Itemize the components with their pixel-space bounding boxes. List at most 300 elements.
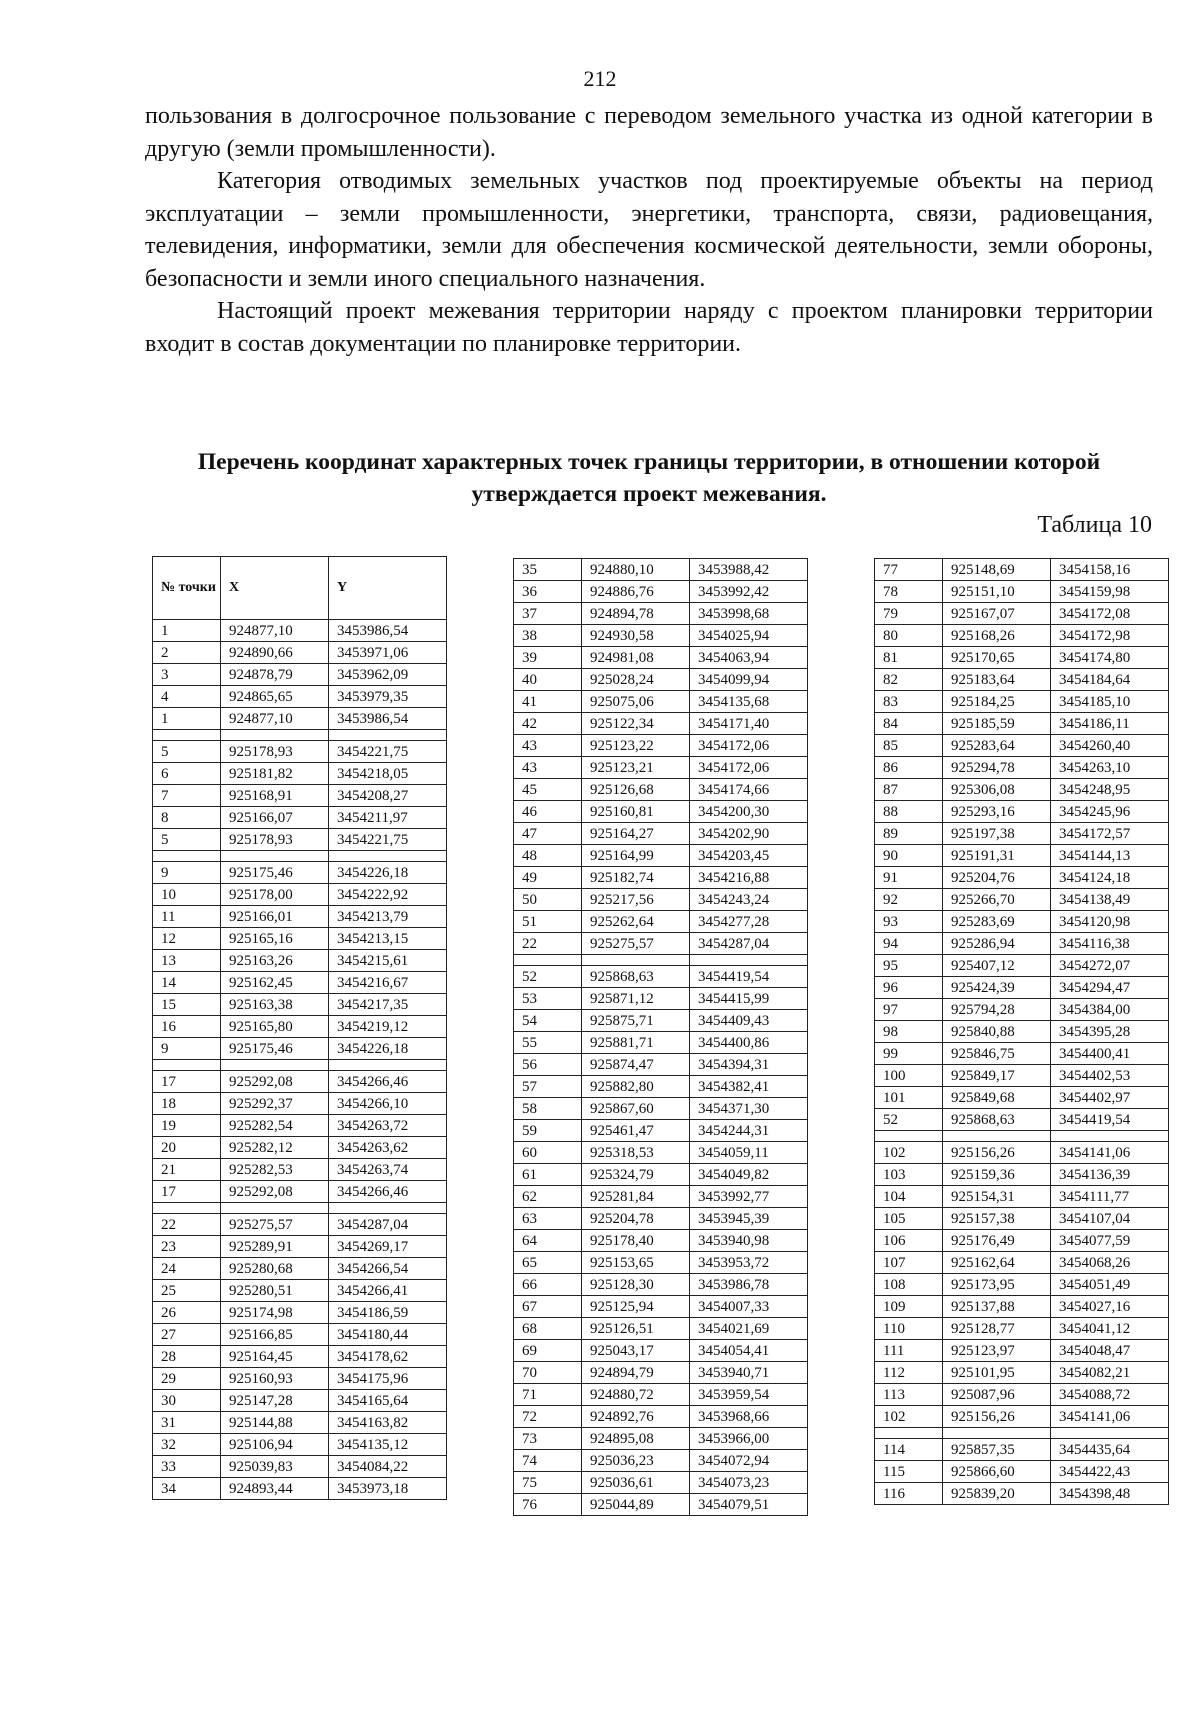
table-row	[514, 889, 808, 911]
header-x: X	[221, 557, 329, 620]
cell-y: 3454409,43	[690, 1010, 808, 1032]
cell-y	[329, 851, 447, 862]
cell-x	[943, 1131, 1051, 1142]
cell-point-number: 9	[153, 1038, 221, 1060]
table-row	[875, 1186, 1169, 1208]
cell-x: 925164,45	[221, 1346, 329, 1368]
cell-x: 924930,58	[582, 625, 690, 647]
cell-x: 925156,26	[943, 1142, 1051, 1164]
cell-point-number: 77	[875, 559, 943, 581]
cell-point-number: 2	[153, 642, 221, 664]
cell-point-number: 85	[875, 735, 943, 757]
table-row	[875, 1142, 1169, 1164]
cell-x: 925867,60	[582, 1098, 690, 1120]
cell-y: 3454116,38	[1051, 933, 1169, 955]
cell-x: 925283,69	[943, 911, 1051, 933]
cell-point-number	[514, 955, 582, 966]
cell-point-number: 97	[875, 999, 943, 1021]
cell-x: 925168,91	[221, 785, 329, 807]
table-row	[875, 867, 1169, 889]
cell-y: 3454172,08	[1051, 603, 1169, 625]
cell-x: 924890,66	[221, 642, 329, 664]
table-row	[514, 1428, 808, 1450]
cell-y: 3453971,06	[329, 642, 447, 664]
cell-point-number: 102	[875, 1142, 943, 1164]
cell-y: 3454266,54	[329, 1258, 447, 1280]
coordinates-table-2	[513, 558, 808, 1516]
coordinates-table-3	[874, 558, 1169, 1505]
cell-point-number: 71	[514, 1384, 582, 1406]
table-row	[875, 1252, 1169, 1274]
cell-x: 925087,96	[943, 1384, 1051, 1406]
cell-point-number: 19	[153, 1115, 221, 1137]
cell-point-number: 20	[153, 1137, 221, 1159]
cell-x: 925178,93	[221, 741, 329, 763]
cell-point-number: 83	[875, 691, 943, 713]
cell-y: 3454217,35	[329, 994, 447, 1016]
cell-y: 3454174,66	[690, 779, 808, 801]
table-row	[514, 735, 808, 757]
cell-x: 925182,74	[582, 867, 690, 889]
cell-point-number: 68	[514, 1318, 582, 1340]
cell-point-number: 76	[514, 1494, 582, 1516]
table-row	[153, 906, 447, 928]
cell-y	[690, 955, 808, 966]
cell-x: 925101,95	[943, 1362, 1051, 1384]
table-row	[514, 625, 808, 647]
cell-x: 925204,76	[943, 867, 1051, 889]
cell-y: 3453940,98	[690, 1230, 808, 1252]
table-row	[514, 581, 808, 603]
cell-point-number: 30	[153, 1390, 221, 1412]
table-row	[875, 735, 1169, 757]
cell-x: 925266,70	[943, 889, 1051, 911]
cell-x: 925126,51	[582, 1318, 690, 1340]
cell-x: 925178,40	[582, 1230, 690, 1252]
cell-point-number: 38	[514, 625, 582, 647]
cell-y: 3454226,18	[329, 1038, 447, 1060]
cell-y: 3453992,42	[690, 581, 808, 603]
cell-y: 3454172,98	[1051, 625, 1169, 647]
table-row	[153, 994, 447, 1016]
table-row	[514, 691, 808, 713]
table-row	[514, 1296, 808, 1318]
cell-x: 925036,61	[582, 1472, 690, 1494]
cell-point-number: 70	[514, 1362, 582, 1384]
cell-x: 925137,88	[943, 1296, 1051, 1318]
cell-y: 3454185,10	[1051, 691, 1169, 713]
cell-x: 925164,99	[582, 845, 690, 867]
cell-x: 925122,34	[582, 713, 690, 735]
cell-point-number: 17	[153, 1181, 221, 1203]
cell-y: 3454073,23	[690, 1472, 808, 1494]
table-row	[514, 1494, 808, 1516]
table-row	[153, 741, 447, 763]
cell-x: 925123,22	[582, 735, 690, 757]
cell-point-number: 42	[514, 713, 582, 735]
cell-x: 924895,08	[582, 1428, 690, 1450]
cell-point-number: 112	[875, 1362, 943, 1384]
cell-y: 3454063,94	[690, 647, 808, 669]
header-point-number: № точки	[153, 557, 221, 620]
table-row	[875, 1384, 1169, 1406]
cell-x: 925293,16	[943, 801, 1051, 823]
cell-point-number: 102	[875, 1406, 943, 1428]
table-header-row	[153, 557, 447, 620]
table-row	[153, 851, 447, 862]
cell-y: 3454027,16	[1051, 1296, 1169, 1318]
cell-point-number: 43	[514, 735, 582, 757]
cell-y: 3454222,92	[329, 884, 447, 906]
table-row	[153, 1181, 447, 1203]
cell-x: 925407,12	[943, 955, 1051, 977]
table-row	[875, 757, 1169, 779]
cell-x: 925178,93	[221, 829, 329, 851]
cell-x: 925147,28	[221, 1390, 329, 1412]
cell-point-number: 106	[875, 1230, 943, 1252]
table-row	[514, 867, 808, 889]
cell-point-number: 29	[153, 1368, 221, 1390]
cell-x: 925280,68	[221, 1258, 329, 1280]
cell-y: 3453962,09	[329, 664, 447, 686]
cell-x: 925874,47	[582, 1054, 690, 1076]
cell-point-number: 99	[875, 1043, 943, 1065]
cell-y: 3454068,26	[1051, 1252, 1169, 1274]
cell-y: 3454215,61	[329, 950, 447, 972]
cell-point-number: 47	[514, 823, 582, 845]
cell-x: 925170,65	[943, 647, 1051, 669]
cell-y: 3454172,06	[690, 735, 808, 757]
table-row	[153, 686, 447, 708]
cell-y: 3454088,72	[1051, 1384, 1169, 1406]
cell-point-number: 54	[514, 1010, 582, 1032]
cell-x: 925165,16	[221, 928, 329, 950]
cell-point-number: 93	[875, 911, 943, 933]
cell-x: 925128,30	[582, 1274, 690, 1296]
cell-x: 925044,89	[582, 1494, 690, 1516]
table-row	[153, 1412, 447, 1434]
cell-x: 925282,53	[221, 1159, 329, 1181]
cell-point-number: 51	[514, 911, 582, 933]
cell-x	[221, 730, 329, 741]
table-row	[153, 1346, 447, 1368]
cell-y: 3454221,75	[329, 829, 447, 851]
cell-x: 924894,79	[582, 1362, 690, 1384]
cell-x: 925036,23	[582, 1450, 690, 1472]
cell-point-number: 22	[514, 933, 582, 955]
cell-point-number: 18	[153, 1093, 221, 1115]
table-row	[153, 642, 447, 664]
cell-point-number: 74	[514, 1450, 582, 1472]
cell-x: 925275,57	[221, 1214, 329, 1236]
cell-point-number: 111	[875, 1340, 943, 1362]
table-row	[875, 911, 1169, 933]
cell-x: 925163,26	[221, 950, 329, 972]
cell-y: 3454158,16	[1051, 559, 1169, 581]
cell-point-number: 61	[514, 1164, 582, 1186]
cell-y: 3453998,68	[690, 603, 808, 625]
paragraph-1: пользования в долгосрочное пользование с переводом земельного участка из одной категории в другую (земли промышленности).	[145, 103, 1153, 162]
table-row	[514, 713, 808, 735]
table-row	[875, 977, 1169, 999]
table-row	[514, 801, 808, 823]
table-row	[514, 1208, 808, 1230]
table-row	[153, 1093, 447, 1115]
table-row	[153, 664, 447, 686]
cell-point-number: 36	[514, 581, 582, 603]
table-row	[875, 603, 1169, 625]
cell-point-number: 94	[875, 933, 943, 955]
cell-y: 3454245,96	[1051, 801, 1169, 823]
table-row	[514, 1098, 808, 1120]
cell-y: 3453973,18	[329, 1478, 447, 1500]
cell-y: 3454287,04	[329, 1214, 447, 1236]
cell-point-number: 33	[153, 1456, 221, 1478]
cell-y: 3453986,78	[690, 1274, 808, 1296]
table-row	[875, 1021, 1169, 1043]
cell-y: 3454159,98	[1051, 581, 1169, 603]
table-row	[875, 691, 1169, 713]
table-row	[153, 1302, 447, 1324]
table-row	[875, 1439, 1169, 1461]
cell-x: 924880,72	[582, 1384, 690, 1406]
cell-point-number: 35	[514, 559, 582, 581]
cell-y: 3454175,96	[329, 1368, 447, 1390]
cell-point-number: 88	[875, 801, 943, 823]
cell-x: 925153,65	[582, 1252, 690, 1274]
table-row	[875, 779, 1169, 801]
table-row	[514, 988, 808, 1010]
cell-point-number: 63	[514, 1208, 582, 1230]
cell-point-number: 12	[153, 928, 221, 950]
cell-x: 925154,31	[943, 1186, 1051, 1208]
cell-y: 3454243,24	[690, 889, 808, 911]
table-row	[153, 620, 447, 642]
table-row	[875, 889, 1169, 911]
table-caption: Таблица 10	[1037, 512, 1152, 538]
cell-point-number: 75	[514, 1472, 582, 1494]
cell-point-number: 55	[514, 1032, 582, 1054]
table-row	[514, 1230, 808, 1252]
table-row	[514, 933, 808, 955]
cell-x: 925868,63	[582, 966, 690, 988]
cell-x: 924877,10	[221, 620, 329, 642]
table-row	[875, 1274, 1169, 1296]
cell-x: 925292,08	[221, 1181, 329, 1203]
cell-x: 925275,57	[582, 933, 690, 955]
cell-x: 925166,01	[221, 906, 329, 928]
cell-y: 3454216,88	[690, 867, 808, 889]
cell-x: 925286,94	[943, 933, 1051, 955]
cell-y: 3454400,41	[1051, 1043, 1169, 1065]
cell-y: 3454213,79	[329, 906, 447, 928]
table-row	[875, 1087, 1169, 1109]
cell-x: 924886,76	[582, 581, 690, 603]
table-row	[514, 1406, 808, 1428]
cell-point-number: 39	[514, 647, 582, 669]
cell-point-number: 14	[153, 972, 221, 994]
cell-y: 3454208,27	[329, 785, 447, 807]
table-row	[153, 763, 447, 785]
cell-y: 3454263,72	[329, 1115, 447, 1137]
cell-point-number	[153, 851, 221, 862]
cell-point-number: 25	[153, 1280, 221, 1302]
table-row	[514, 1010, 808, 1032]
cell-y: 3454211,97	[329, 807, 447, 829]
table-row	[153, 1390, 447, 1412]
cell-x: 924981,08	[582, 647, 690, 669]
table-row	[514, 1032, 808, 1054]
table-row	[153, 884, 447, 906]
cell-x: 925123,21	[582, 757, 690, 779]
cell-y: 3454077,59	[1051, 1230, 1169, 1252]
cell-x: 925148,69	[943, 559, 1051, 581]
table-row	[875, 1483, 1169, 1505]
cell-point-number: 103	[875, 1164, 943, 1186]
table-row	[153, 1456, 447, 1478]
cell-y: 3454174,80	[1051, 647, 1169, 669]
table-row	[153, 1137, 447, 1159]
cell-y: 3454048,47	[1051, 1340, 1169, 1362]
table-row	[514, 757, 808, 779]
cell-point-number: 92	[875, 889, 943, 911]
cell-y: 3454244,31	[690, 1120, 808, 1142]
cell-x: 925185,59	[943, 713, 1051, 735]
cell-y: 3454384,00	[1051, 999, 1169, 1021]
cell-x: 925282,54	[221, 1115, 329, 1137]
table-row	[875, 1065, 1169, 1087]
cell-x: 925166,85	[221, 1324, 329, 1346]
cell-x: 925126,68	[582, 779, 690, 801]
cell-x	[582, 955, 690, 966]
cell-point-number: 114	[875, 1439, 943, 1461]
cell-y: 3454021,69	[690, 1318, 808, 1340]
table-row	[514, 647, 808, 669]
cell-y: 3454082,21	[1051, 1362, 1169, 1384]
cell-point-number: 9	[153, 862, 221, 884]
cell-y: 3454079,51	[690, 1494, 808, 1516]
cell-point-number: 40	[514, 669, 582, 691]
cell-point-number: 5	[153, 741, 221, 763]
table-row	[514, 1054, 808, 1076]
cell-y: 3454203,45	[690, 845, 808, 867]
cell-y: 3454415,99	[690, 988, 808, 1010]
cell-y: 3454180,44	[329, 1324, 447, 1346]
cell-point-number: 31	[153, 1412, 221, 1434]
cell-y: 3454266,46	[329, 1181, 447, 1203]
cell-x: 925167,07	[943, 603, 1051, 625]
cell-x: 925306,08	[943, 779, 1051, 801]
cell-x: 924878,79	[221, 664, 329, 686]
table-row	[514, 1120, 808, 1142]
cell-x: 925280,51	[221, 1280, 329, 1302]
cell-point-number: 15	[153, 994, 221, 1016]
cell-x: 925168,26	[943, 625, 1051, 647]
cell-x: 925174,98	[221, 1302, 329, 1324]
cell-y: 3454144,13	[1051, 845, 1169, 867]
cell-x: 924877,10	[221, 708, 329, 730]
cell-x: 925262,64	[582, 911, 690, 933]
cell-point-number: 110	[875, 1318, 943, 1340]
cell-y: 3453959,54	[690, 1384, 808, 1406]
cell-y: 3454186,11	[1051, 713, 1169, 735]
cell-x: 925281,84	[582, 1186, 690, 1208]
cell-point-number: 10	[153, 884, 221, 906]
cell-x: 925164,27	[582, 823, 690, 845]
table-row	[875, 1208, 1169, 1230]
cell-x	[221, 1203, 329, 1214]
cell-y: 3454124,18	[1051, 867, 1169, 889]
cell-point-number: 87	[875, 779, 943, 801]
cell-point-number: 21	[153, 1159, 221, 1181]
cell-y: 3454395,28	[1051, 1021, 1169, 1043]
cell-x: 925840,88	[943, 1021, 1051, 1043]
cell-point-number: 98	[875, 1021, 943, 1043]
table-body	[875, 559, 1169, 1505]
paragraph-3: Настоящий проект межевания территории наряду с проектом планировки территории входит в состав документации по планировке территории.	[145, 298, 1153, 357]
cell-point-number: 107	[875, 1252, 943, 1274]
cell-point-number: 65	[514, 1252, 582, 1274]
table-row	[153, 1115, 447, 1137]
table-row	[153, 708, 447, 730]
cell-point-number: 116	[875, 1483, 943, 1505]
cell-x: 925846,75	[943, 1043, 1051, 1065]
cell-point-number: 7	[153, 785, 221, 807]
cell-y	[329, 1203, 447, 1214]
cell-x: 925162,45	[221, 972, 329, 994]
cell-y: 3454435,64	[1051, 1439, 1169, 1461]
cell-y: 3454054,41	[690, 1340, 808, 1362]
cell-point-number	[875, 1428, 943, 1439]
cell-point-number: 8	[153, 807, 221, 829]
cell-y: 3454382,41	[690, 1076, 808, 1098]
cell-y: 3454394,31	[690, 1054, 808, 1076]
cell-point-number: 11	[153, 906, 221, 928]
cell-x: 925144,88	[221, 1412, 329, 1434]
body-text	[145, 100, 1153, 360]
cell-x: 925289,91	[221, 1236, 329, 1258]
cell-point-number: 56	[514, 1054, 582, 1076]
table-row	[153, 1280, 447, 1302]
table-row	[875, 845, 1169, 867]
cell-y: 3454200,30	[690, 801, 808, 823]
cell-y: 3454263,74	[329, 1159, 447, 1181]
cell-x: 925156,26	[943, 1406, 1051, 1428]
table-row	[153, 1203, 447, 1214]
cell-y	[1051, 1428, 1169, 1439]
cell-x: 925868,63	[943, 1109, 1051, 1131]
cell-y: 3453988,42	[690, 559, 808, 581]
cell-x: 925461,47	[582, 1120, 690, 1142]
table-row	[514, 1340, 808, 1362]
cell-x: 925283,64	[943, 735, 1051, 757]
cell-point-number: 13	[153, 950, 221, 972]
table-row	[875, 559, 1169, 581]
table-row	[875, 933, 1169, 955]
cell-point-number: 5	[153, 829, 221, 851]
cell-x: 925324,79	[582, 1164, 690, 1186]
cell-x: 925125,94	[582, 1296, 690, 1318]
cell-y: 3454398,48	[1051, 1483, 1169, 1505]
cell-y: 3454260,40	[1051, 735, 1169, 757]
table-row	[153, 1368, 447, 1390]
cell-x: 925162,64	[943, 1252, 1051, 1274]
cell-x: 925849,68	[943, 1087, 1051, 1109]
table-row	[514, 845, 808, 867]
cell-point-number: 66	[514, 1274, 582, 1296]
table-row	[153, 1258, 447, 1280]
cell-y: 3454263,10	[1051, 757, 1169, 779]
